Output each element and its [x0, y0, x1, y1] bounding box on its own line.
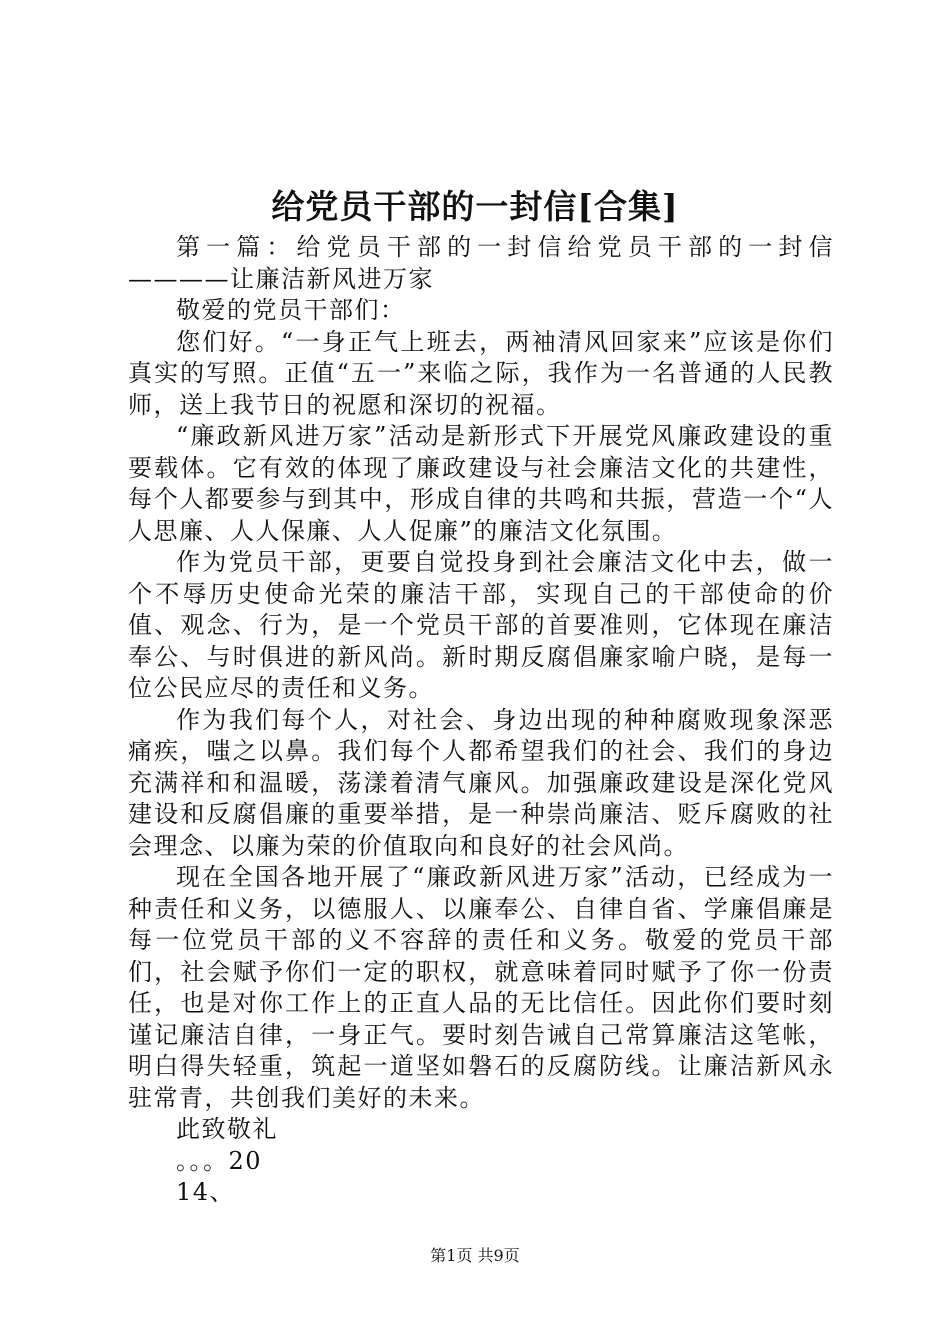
paragraph-anti-corruption: 作为我们每个人，对社会、身边出现的种种腐败现象深恶痛疾，嗤之以鼻。我们每个人都希望我们的社会、我们的身边充满祥和和温暖，荡漾着清气廉风。加强廉政建设是深化党风建设和反腐倡廉的重要举措，是一种崇尚廉洁、贬斥腐败的社会理念、以廉为荣的价值取向和良好的社会风尚。	[128, 705, 834, 860]
document-body	[128, 232, 834, 1209]
paragraph-salutation: 敬爱的党员干部们：	[176, 296, 406, 324]
paragraph-national-campaign: 现在全国各地开展了“廉政新风进万家”活动，已经成为一种责任和义务，以德服人、以廉奉公、自律自省、学廉倡廉是每一位党员干部的义不容辞的责任和义务。敬爱的党员干部们，社会赋予你们一定的职权，就意味着同时赋予了你一份责任，也是对你工作上的正直人品的无比信任。因此你们要时刻谨记廉洁自律，一身正气。要时刻告诫自己常算廉洁这笔帐，明白得失轻重，筑起一道坚如磐石的反腐防线。让廉洁新风永驻常青，共创我们美好的未来。	[128, 863, 834, 1112]
paragraph-greeting: 您们好。“一身正气上班去，两袖清风回家来”应该是你们真实的写照。正值“五一”来临之际，我作为一名普通的人民教师，送上我节日的祝愿和深切的祝福。	[128, 327, 834, 419]
paragraph-party-member-role: 作为党员干部，更要自觉投身到社会廉洁文化中去，做一个不辱历史使命光荣的廉洁干部，实现自己的干部使命的价值、观念、行为，是一个党员干部的首要准则，它体现在廉洁奉公、与时俱进的新风尚。新时期反腐倡廉家喻户晓，是每一位公民应尽的责任和义务。	[128, 548, 834, 702]
paragraph-first-article-heading: 第一篇：给党员干部的一封信给党员干部的一封信————让廉洁新风进万家	[128, 233, 834, 293]
paragraph-date-fragment-2: 14、	[176, 1178, 236, 1206]
document-title: 给党员干部的一封信[合集]	[271, 187, 679, 226]
paragraph-closing: 此致敬礼	[176, 1115, 278, 1143]
page-number-footer: 第1页 共9页	[430, 1246, 520, 1265]
paragraph-campaign-intro: “廉政新风进万家”活动是新形式下开展党风廉政建设的重要载体。它有效的体现了廉政建设与社会廉洁文化的共建性，每个人都要参与到其中，形成自律的共鸣和共振，营造一个“人人思廉、人人保廉、人人促廉”的廉洁文化氛围。	[128, 422, 834, 545]
paragraph-date-fragment-1: 。。。20	[176, 1146, 263, 1175]
